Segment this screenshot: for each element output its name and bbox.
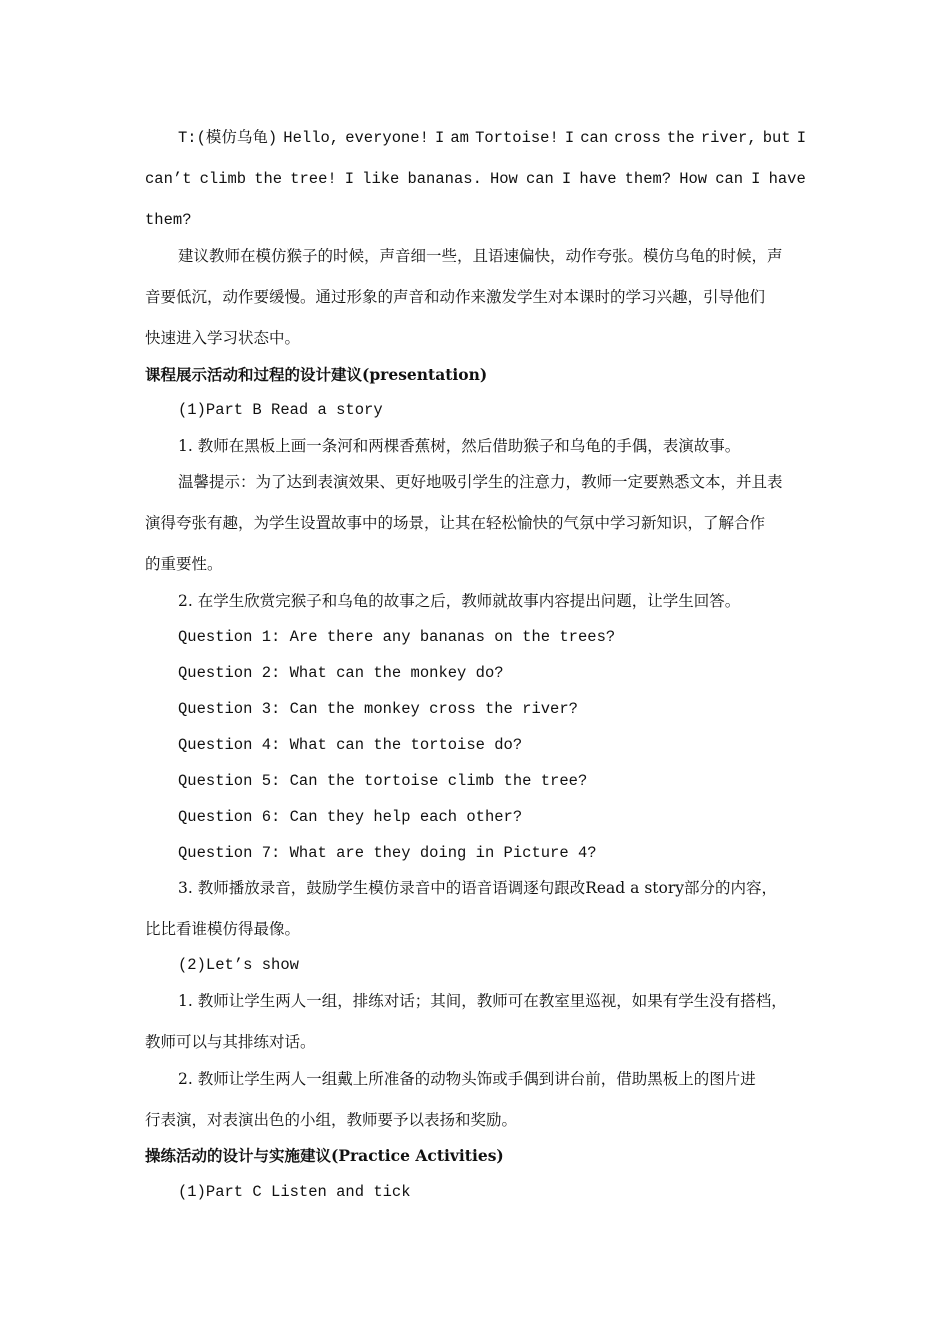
word: have xyxy=(579,170,617,188)
show-1-line-1: 1. 教师让学生两人一组，排练对话；其间，教师可在教室里巡视，如果有学生没有搭档， xyxy=(178,992,787,1010)
suggestion-line-1: 建议教师在模仿猴子的时候，声音细一些，且语速偏快，动作夸张。模仿乌龟的时候，声 xyxy=(178,247,783,265)
word: Hello, xyxy=(283,129,340,147)
word: can xyxy=(580,129,609,147)
part-b-title: (1)Part B Read a story xyxy=(178,401,383,419)
tip-line-2: 演得夸张有趣，为学生设置故事中的场景，让其在轻松愉快的气氛中学习新知识，了解合作 xyxy=(145,514,766,532)
presentation-heading: 课程展示活动和过程的设计建议(presentation) xyxy=(145,365,488,384)
tortoise-line-3: them? xyxy=(145,211,192,229)
word: How xyxy=(679,170,708,188)
word: am xyxy=(450,129,469,147)
word: can xyxy=(715,170,744,188)
item-1: 1. 教师在黑板上画一条河和两棵香蕉树，然后借助猴子和乌龟的手偶，表演故事。 xyxy=(178,437,741,455)
word: tree! xyxy=(290,170,337,188)
word: I xyxy=(434,129,445,147)
word: I xyxy=(344,170,355,188)
word: like xyxy=(362,170,400,188)
lets-show-title: (2)Let’s show xyxy=(178,956,299,974)
word: How xyxy=(489,170,518,188)
word: can’t xyxy=(145,170,192,188)
tip-line-3: 的重要性。 xyxy=(145,555,223,573)
suggestion-line-3: 快速进入学习状态中。 xyxy=(145,329,301,347)
word: Tortoise! xyxy=(475,129,559,147)
question-2: Question 2: What can the monkey do? xyxy=(178,664,504,682)
word: T:(模仿乌龟) xyxy=(178,129,278,147)
tip-line-1: 温馨提示：为了达到表演效果、更好地吸引学生的注意力，教师一定要熟悉文本，并且表 xyxy=(178,473,783,491)
word: have xyxy=(768,170,806,188)
word: I xyxy=(796,129,806,147)
question-1: Question 1: Are there any bananas on the trees? xyxy=(178,628,616,646)
question-7: Question 7: What are they doing in Picture 4? xyxy=(178,844,597,862)
show-2-line-1: 2. 教师让学生两人一组戴上所准备的动物头饰或手偶到讲台前，借助黑板上的图片进 xyxy=(178,1070,756,1088)
item-3-line-1: 3. 教师播放录音，鼓励学生模仿录音中的语音语调逐句跟改Read a story部分的内容， xyxy=(178,879,778,897)
question-4: Question 4: What can the tortoise do? xyxy=(178,736,523,754)
word: climb xyxy=(199,170,247,188)
tortoise-line-2 xyxy=(145,169,806,189)
word: I xyxy=(561,170,572,188)
word: river, xyxy=(700,129,757,147)
part-c-title: (1)Part C Listen and tick xyxy=(178,1183,411,1201)
show-1-line-2: 教师可以与其排练对话。 xyxy=(145,1033,316,1051)
show-2-line-2: 行表演，对表演出色的小组，教师要予以表扬和奖励。 xyxy=(145,1111,518,1129)
word: everyone! xyxy=(345,129,429,147)
question-3: Question 3: Can the monkey cross the river? xyxy=(178,700,578,718)
practice-heading: 操练活动的设计与实施建议(Practice Activities) xyxy=(145,1146,504,1165)
word: but xyxy=(762,129,791,147)
word: I xyxy=(564,129,575,147)
suggestion-line-2: 音要低沉，动作要缓慢。通过形象的声音和动作来激发学生对本课时的学习兴趣，引导他们 xyxy=(145,288,766,306)
word: bananas. xyxy=(407,170,482,188)
item-2: 2. 在学生欣赏完猴子和乌龟的故事之后，教师就故事内容提出问题，让学生回答。 xyxy=(178,592,741,610)
tortoise-line-1 xyxy=(178,128,806,148)
word: cross xyxy=(614,129,661,147)
word: I xyxy=(751,170,761,188)
word: them? xyxy=(624,170,672,188)
word: the xyxy=(254,170,283,188)
question-5: Question 5: Can the tortoise climb the tree? xyxy=(178,772,588,790)
word: can xyxy=(525,170,554,188)
word: the xyxy=(666,129,695,147)
question-6: Question 6: Can they help each other? xyxy=(178,808,523,826)
item-3-line-2: 比比看谁模仿得最像。 xyxy=(145,920,301,938)
